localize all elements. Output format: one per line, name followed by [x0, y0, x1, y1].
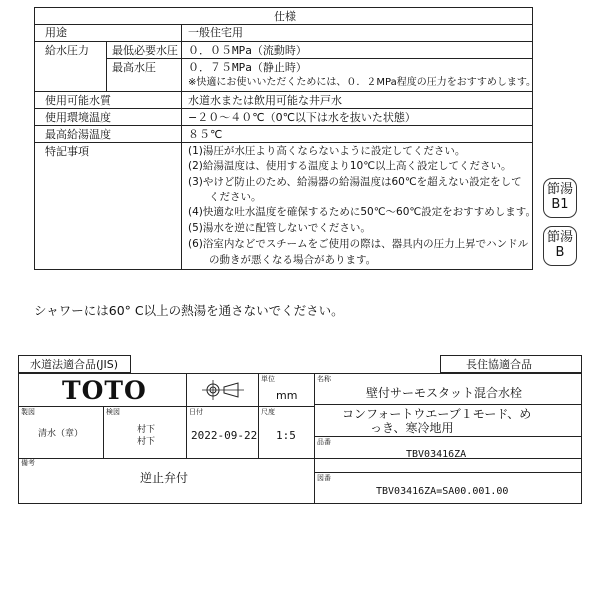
spec-label-pressure: 給水圧力: [45, 44, 89, 57]
spec-label-max-temp: 最高給湯温度: [45, 128, 111, 141]
spec-header: 仕様: [274, 10, 296, 23]
date-value: 2022-09-22: [191, 429, 258, 442]
drawing-number-value: TBV03416ZA=SA00.001.00: [376, 486, 509, 497]
divider: [34, 108, 533, 109]
scale-label: 尺度: [261, 408, 275, 416]
divider: [186, 406, 187, 458]
badge-top-label: 節湯: [546, 182, 573, 197]
unit-label: 単位: [261, 375, 275, 383]
spec-label-notes: 特記事項: [45, 145, 89, 158]
spec-value-water-quality: 水道水または飲用可能な井戸水: [188, 94, 342, 107]
divider: [314, 472, 582, 473]
jis-tag-label: 水道法適合品(JIS): [30, 358, 119, 371]
product-description-line2: っき、寒冷地用: [370, 421, 454, 435]
divider: [34, 91, 533, 92]
spec-note-item: (1)湯圧が水圧より高くならないように設定してください。: [188, 145, 466, 157]
divider: [34, 142, 533, 143]
unit-value: mm: [276, 389, 298, 402]
divider: [103, 406, 104, 458]
spec-note-item: (5)湯水を逆に配管しないでください。: [188, 222, 371, 234]
scale-value: 1:5: [276, 429, 296, 442]
spec-note-item: ください。: [188, 191, 262, 203]
spec-value-usage: 一般住宅用: [188, 26, 243, 39]
product-name: 壁付サーモスタット混合水栓: [366, 386, 523, 400]
divider: [181, 24, 182, 270]
spec-sublabel-max-pressure: 最高水圧: [112, 61, 156, 74]
water-saving-badge-b: [543, 226, 577, 266]
divider: [18, 406, 314, 407]
water-saving-badge-b1: [543, 178, 577, 218]
badge-top-label: 節湯: [546, 230, 573, 245]
shower-warning: シャワーには60° C以上の熱湯を通さないでください。: [34, 303, 344, 318]
spec-value-max-temp: ８５℃: [188, 128, 223, 141]
spec-label-water-quality: 使用可能水質: [45, 94, 111, 107]
drawing-number-label: 図番: [317, 474, 331, 482]
part-number-value: TBV03416ZA: [406, 449, 467, 460]
divider: [186, 373, 187, 406]
spec-sublabel-min-pressure: 最低必要水圧: [112, 44, 178, 57]
divider: [314, 436, 582, 437]
spec-note-pressure: ※快適にお使いいただくためには、０．２MPa程度の圧力をおすすめします。: [188, 77, 537, 88]
checked-value: 村下: [137, 437, 156, 447]
spec-note-item: (4)快適な吐水温度を確保するために50℃〜60℃設定をおすすめします。: [188, 206, 536, 218]
drafted-label: 製図: [21, 408, 35, 416]
divider: [258, 373, 259, 458]
divider: [34, 24, 533, 25]
part-number-label: 品番: [317, 438, 331, 446]
spec-note-item: の動きが悪くなる場合があります。: [188, 254, 377, 266]
product-description-line1: コンフォートウエーブ１モード、め: [342, 407, 532, 421]
name-label: 名称: [317, 375, 331, 383]
divider: [18, 458, 582, 459]
remarks-value: 逆止弁付: [140, 471, 189, 485]
divider: [34, 41, 533, 42]
date-label: 日付: [189, 408, 203, 416]
checked-value: 村下: [137, 425, 156, 435]
checked-label: 検図: [106, 408, 120, 416]
spec-note-item: (6)浴室内などでスチームをご使用の際は、器具内の圧力上昇でハンドル: [188, 238, 529, 250]
badge-bottom-label: B: [555, 245, 565, 260]
divider: [34, 125, 533, 126]
third-angle-projection-icon: [200, 378, 246, 402]
divider: [314, 373, 315, 504]
spec-value-max-pressure: ０．７５MPa（静止時）: [188, 61, 307, 74]
long-life-tag-label: 長住協適合品: [466, 358, 532, 371]
spec-note-item: (3)やけど防止のため、給湯器の給湯温度は60℃を超えない設定をして: [188, 176, 522, 188]
divider: [106, 41, 107, 91]
divider: [314, 404, 582, 405]
remarks-label: 備考: [21, 459, 35, 467]
spec-label-env-temp: 使用環境温度: [45, 111, 111, 124]
toto-logo: TOTO: [62, 376, 147, 405]
spec-label-usage: 用途: [45, 26, 67, 39]
spec-value-min-pressure: ０．０５MPa（流動時）: [188, 44, 307, 57]
spec-note-item: (2)給湯温度は、使用する温度より10℃以上高く設定してください。: [188, 160, 512, 172]
divider: [106, 58, 533, 59]
spec-value-env-temp: −２０〜４０℃（0℃以下は水を抜いた状態）: [188, 111, 416, 124]
badge-bottom-label: B1: [551, 197, 569, 212]
drafted-value: 清水（章）: [38, 429, 84, 439]
